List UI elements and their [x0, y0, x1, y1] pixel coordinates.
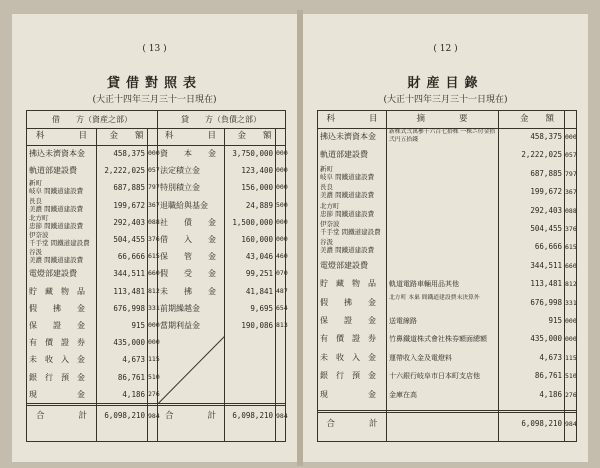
liability-amount: 99,251 — [245, 269, 273, 279]
inventory-amount: 199,672 — [530, 187, 562, 197]
inventory-cents: 331 — [565, 298, 577, 307]
inventory-amount: 2,222,025 — [521, 150, 562, 160]
total-assets: 6,098,210 — [104, 411, 145, 420]
col-item: 科 目 — [35, 131, 87, 141]
asset-item: 長良 美濃 間鐵道建設費 — [29, 196, 84, 213]
asset-cents: 057 — [148, 166, 160, 175]
liability-cents: 000 — [276, 217, 288, 226]
left-page — [12, 14, 297, 462]
col-desc: 摘 要 — [416, 114, 468, 124]
page-title: 財産目錄 — [407, 76, 484, 91]
liability-cents: 000 — [276, 183, 288, 192]
inventory-item: 新町 岐阜 間鐵道建設費 — [320, 164, 375, 181]
page-subtitle: (大正十四年三月三十一日現在) — [383, 95, 508, 105]
asset-amount: 113,481 — [113, 286, 145, 296]
inventory-amount: 458,375 — [530, 132, 562, 141]
col-amount: 金 額 — [237, 131, 272, 141]
asset-item: 貯 藏 物 品 — [29, 286, 85, 296]
total-rule — [27, 403, 285, 404]
asset-item: 銀 行 預 金 — [29, 372, 85, 382]
inventory-item: 拂込未濟資本金 — [320, 132, 376, 141]
inventory-item: 假 拂 金 — [320, 297, 376, 307]
asset-cents: 797 — [148, 183, 160, 192]
total-amount: 6,098,210 — [521, 419, 562, 428]
liability-item: 借 入 金 — [160, 235, 216, 244]
inventory-amount: 344,511 — [530, 260, 562, 270]
inventory-amount: 86,761 — [534, 371, 562, 381]
asset-item: 北方町 忠節 間鐵道建設費 — [29, 213, 84, 230]
liability-item: 未 拂 金 — [160, 286, 216, 296]
liability-item: 退職給與基金 — [160, 200, 208, 210]
liability-amount: 9,695 — [250, 303, 273, 313]
liability-amount: 3,750,000 — [232, 149, 273, 158]
inventory-item: 貯 藏 物 品 — [320, 279, 376, 289]
liabilities-header: 貸 方（負債之部） — [181, 115, 261, 124]
inventory-cents: 615 — [565, 243, 577, 252]
asset-cents: 376 — [148, 235, 160, 243]
asset-item: 電燈部建設費 — [29, 269, 77, 279]
inventory-item: 谷汲 美濃 間鐵道建設費 — [320, 238, 375, 255]
liability-amount: 156,000 — [241, 183, 273, 193]
inventory-description: 新株式弐萬參千六百七拾株 一株ニ付金拾弐円五拾錢 — [389, 129, 496, 143]
inventory-amount: 676,998 — [530, 297, 562, 307]
inventory-item: 長良 美濃 間鐵道建設費 — [320, 183, 375, 200]
inventory-item: 北方町 忠節 間鐵道建設費 — [320, 201, 375, 218]
liability-amount: 190,086 — [241, 321, 273, 330]
asset-amount: 4,186 — [122, 389, 145, 399]
asset-item: 保 證 金 — [29, 321, 85, 330]
asset-amount: 2,222,025 — [104, 166, 145, 176]
asset-item: 有 價 證 券 — [29, 338, 85, 348]
inventory-cents: 088 — [565, 206, 577, 215]
liability-item: 法定積立金 — [160, 166, 200, 176]
cancel-diagonal — [158, 336, 225, 403]
inventory-amount: 66,666 — [534, 242, 562, 252]
liability-cents: 500 — [276, 200, 288, 209]
asset-amount: 344,511 — [113, 269, 145, 279]
inventory-description: 十六銀行岐阜市日本町支店他 — [389, 372, 480, 381]
inventory-item: 現 金 — [320, 389, 376, 399]
inventory-description: 金庫在高 — [389, 390, 417, 399]
inventory-amount: 687,885 — [530, 168, 562, 178]
inventory-cents: 660 — [565, 261, 577, 270]
liability-amount: 24,889 — [245, 200, 273, 210]
asset-cents: 088 — [148, 217, 160, 226]
asset-amount: 86,761 — [117, 372, 145, 382]
asset-amount: 435,000 — [113, 338, 145, 348]
liability-item: 社 債 金 — [160, 217, 216, 227]
liability-item: 前期繰越金 — [160, 303, 200, 313]
inventory-cents: 000 — [565, 317, 577, 325]
asset-item: 拂込未濟資本金 — [29, 149, 85, 158]
asset-item: 谷汲 美濃 間鐵道建設費 — [29, 248, 84, 265]
inventory-amount: 113,481 — [530, 279, 562, 289]
asset-cents: 615 — [148, 252, 160, 261]
liability-item: 特別積立金 — [160, 183, 200, 193]
col-amount: 金 額 — [519, 114, 554, 124]
liability-amount: 123,400 — [241, 166, 273, 176]
total-cents: 984 — [565, 420, 577, 428]
asset-cents: 115 — [148, 355, 160, 364]
inventory-description: 運帶收入金及電燈料 — [389, 353, 452, 362]
inventory-item: 伊奈波 千手堂 間鐵道建設費 — [320, 220, 381, 236]
inventory-cents: 000 — [565, 335, 577, 344]
inventory-item: 軌道部建設費 — [320, 150, 368, 160]
inventory-description — [389, 238, 497, 256]
asset-cents: 660 — [148, 269, 160, 278]
inventory-amount: 915 — [548, 316, 562, 325]
inventory-description: 送電線路 — [389, 317, 417, 325]
asset-item: 假 拂 金 — [29, 303, 85, 313]
asset-item: 未 收 入 金 — [29, 355, 85, 365]
liability-cents: 000 — [276, 149, 288, 157]
inventory-cents: 376 — [565, 225, 577, 233]
asset-cents: 000 — [148, 321, 160, 329]
asset-item: 伊奈波 千手堂 間鐵道建設費 — [29, 231, 90, 247]
total-label: 合 計 — [35, 411, 87, 421]
asset-amount: 4,673 — [122, 355, 145, 365]
column-divider — [386, 111, 387, 441]
inventory-description — [389, 183, 497, 201]
asset-amount: 504,455 — [113, 235, 145, 244]
liability-amount: 41,841 — [245, 286, 273, 296]
asset-item: 現 金 — [29, 389, 85, 399]
total-assets-cents: 984 — [148, 412, 160, 420]
total-rule — [318, 410, 576, 411]
liability-amount: 43,046 — [245, 252, 273, 262]
inventory-cents: 812 — [565, 280, 577, 289]
liability-cents: 487 — [276, 286, 288, 295]
total-liabilities-cents: 984 — [276, 412, 288, 420]
liability-cents: 813 — [276, 321, 288, 329]
property-inventory-table — [317, 110, 577, 442]
page-title: 貸借對照表 — [106, 76, 202, 91]
inventory-item: 未 收 入 金 — [320, 352, 376, 362]
total-label: 合 計 — [326, 419, 378, 429]
inventory-amount: 435,000 — [530, 334, 562, 344]
liability-amount: 160,000 — [241, 235, 273, 244]
liability-item: 保 管 金 — [160, 252, 216, 262]
col-item: 科 目 — [164, 131, 216, 141]
asset-amount: 915 — [131, 321, 145, 330]
inventory-cents: 057 — [565, 151, 577, 160]
page-number: ( 13 ) — [142, 44, 167, 54]
page-subtitle: (大正十四年三月三十一日現在) — [92, 95, 217, 105]
inventory-cents: 510 — [565, 372, 577, 381]
inventory-cents: 000 — [565, 133, 577, 141]
inventory-description — [389, 146, 497, 164]
asset-amount: 66,666 — [117, 252, 145, 262]
inventory-amount: 4,186 — [539, 389, 562, 399]
liability-cents: 654 — [276, 303, 288, 312]
asset-amount: 458,375 — [113, 149, 145, 158]
inventory-amount: 4,673 — [539, 352, 562, 362]
asset-cents: 812 — [148, 286, 160, 295]
right-page — [303, 14, 588, 462]
asset-item: 新町 岐阜 間鐵道建設費 — [29, 179, 84, 196]
asset-cents: 000 — [148, 149, 160, 157]
assets-header: 借 方（資産之部） — [52, 115, 132, 124]
inventory-description: 竹鼻鐵道株式會社株券額面總額 — [389, 335, 487, 344]
balance-sheet-table — [26, 110, 286, 442]
asset-item: 軌道部建設費 — [29, 166, 77, 176]
col-item: 科 目 — [326, 114, 378, 124]
inventory-description — [389, 165, 497, 183]
liability-item: 當期利益金 — [160, 321, 200, 330]
inventory-description: 北方町 本巣 間鐵道建設費未決算外 — [389, 294, 480, 301]
inventory-item: 保 證 金 — [320, 316, 376, 325]
inventory-cents: 367 — [565, 188, 577, 197]
inventory-description — [389, 220, 497, 238]
inventory-amount: 504,455 — [530, 224, 562, 233]
inventory-description — [389, 257, 497, 275]
asset-cents: 367 — [148, 200, 160, 209]
liability-cents: 000 — [276, 166, 288, 175]
asset-amount: 687,885 — [113, 183, 145, 193]
liability-item: 假 受 金 — [160, 269, 216, 279]
inventory-item: 電燈部建設費 — [320, 260, 368, 270]
liability-amount: 1,500,000 — [232, 217, 273, 227]
liability-cents: 000 — [276, 235, 288, 243]
col-amount: 金 額 — [109, 131, 144, 141]
total-label: 合 計 — [164, 411, 216, 421]
inventory-description: 軌道電路車輛用品其他 — [389, 280, 459, 289]
asset-cents: 000 — [148, 338, 160, 347]
liability-cents: 460 — [276, 252, 288, 261]
inventory-cents: 115 — [565, 353, 577, 362]
inventory-description — [389, 202, 497, 220]
asset-cents: 510 — [148, 372, 160, 381]
inventory-item: 有 價 證 券 — [320, 334, 376, 344]
inventory-amount: 292,403 — [530, 205, 562, 215]
asset-cents: 331 — [148, 303, 160, 312]
liability-item: 資 本 金 — [160, 149, 216, 158]
asset-amount: 292,403 — [113, 217, 145, 227]
page-number: ( 12 ) — [433, 44, 458, 54]
inventory-cents: 797 — [565, 169, 577, 178]
liability-cents: 070 — [276, 269, 288, 278]
inventory-cents: 276 — [565, 390, 577, 399]
asset-amount: 676,998 — [113, 303, 145, 313]
total-liabilities: 6,098,210 — [232, 411, 273, 420]
asset-cents: 276 — [148, 389, 160, 398]
asset-amount: 199,672 — [113, 200, 145, 210]
inventory-item: 銀 行 預 金 — [320, 371, 376, 381]
